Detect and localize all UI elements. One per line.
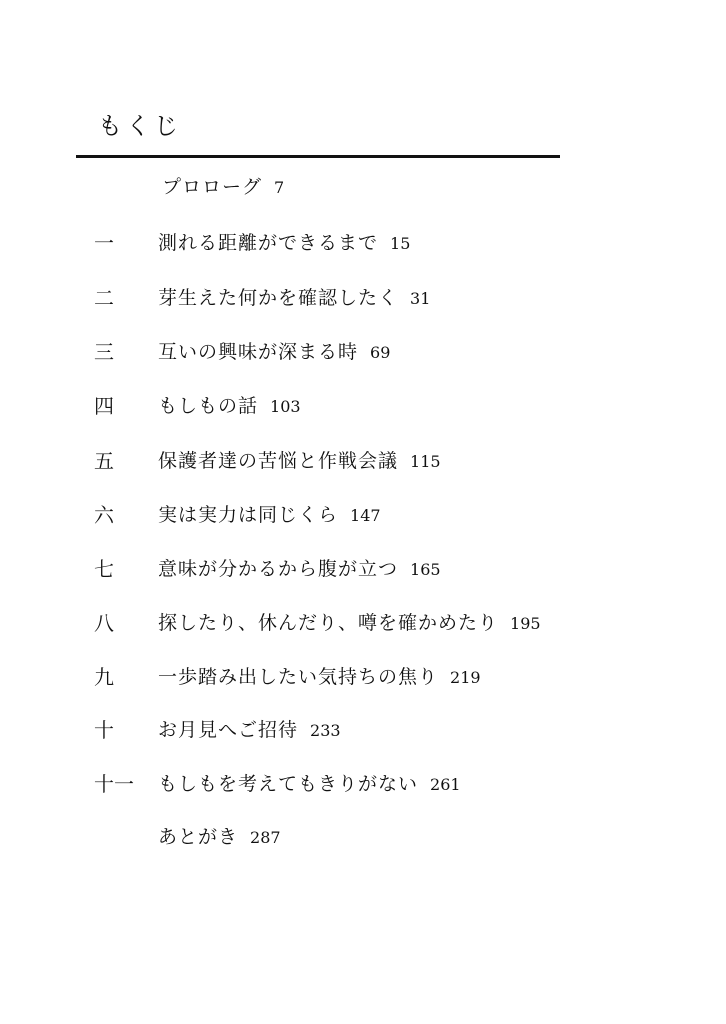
chapter-title-text: お月見へご招待 [158, 719, 299, 741]
chapter-title-text: 互いの興味が深まる時 [158, 341, 359, 363]
chapter-title [158, 446, 441, 477]
toc-entry-chapter-7[interactable] [0, 554, 726, 584]
chapter-number: 三 [94, 340, 114, 364]
page-number: 165 [410, 560, 441, 579]
chapter-title [158, 715, 341, 746]
toc-heading: もくじ [98, 112, 182, 140]
chapter-title-text: あとがき [158, 826, 239, 848]
chapter-number: 六 [94, 503, 114, 527]
chapter-title [162, 172, 284, 203]
toc-entry-chapter-6[interactable] [0, 500, 726, 530]
chapter-title-text: 一歩踏み出したい気持ちの焦り [158, 666, 439, 688]
page-number: 195 [510, 614, 541, 633]
toc-entry-chapter-8[interactable] [0, 608, 726, 638]
page-number: 115 [410, 452, 441, 471]
chapter-title-text: プロローグ [162, 176, 263, 198]
chapter-title [158, 228, 410, 259]
chapter-title [158, 554, 441, 585]
chapter-title [158, 822, 281, 853]
toc-entry-afterword[interactable] [0, 822, 726, 852]
chapter-title-text: もしもを考えてもきりがない [158, 773, 419, 795]
chapter-title [158, 500, 381, 531]
page-number: 219 [450, 668, 481, 687]
chapter-number: 八 [94, 611, 114, 635]
chapter-title-text: 意味が分かるから腹が立つ [158, 558, 399, 580]
chapter-title [158, 608, 541, 639]
chapter-title [158, 391, 301, 422]
chapter-title-text: もしもの話 [158, 395, 259, 417]
page-number: 103 [270, 397, 301, 416]
chapter-title [158, 283, 430, 314]
chapter-title-text: 保護者達の苦悩と作戦会議 [158, 450, 399, 472]
toc-entry-prologue[interactable] [0, 172, 726, 202]
chapter-title [158, 662, 481, 693]
page-number: 7 [274, 178, 285, 197]
toc-entry-chapter-11[interactable] [0, 769, 726, 799]
toc-entry-chapter-3[interactable] [0, 337, 726, 367]
chapter-number: 四 [94, 394, 114, 418]
toc-entry-chapter-4[interactable] [0, 391, 726, 421]
page-number: 15 [390, 234, 411, 253]
chapter-number: 十 [94, 718, 114, 742]
page-number: 233 [310, 721, 341, 740]
page-number: 261 [430, 775, 461, 794]
chapter-number: 七 [94, 557, 114, 581]
chapter-title-text: 芽生えた何かを確認したく [158, 287, 399, 309]
chapter-number: 二 [94, 286, 114, 310]
chapter-number: 五 [94, 449, 114, 473]
chapter-title [158, 769, 461, 800]
toc-entry-chapter-5[interactable] [0, 446, 726, 476]
page-number: 31 [410, 289, 431, 308]
page-number: 69 [370, 343, 391, 362]
toc-entry-chapter-2[interactable] [0, 283, 726, 313]
chapter-title-text: 探したり、休んだり、噂を確かめたり [158, 612, 499, 634]
chapter-number: 十一 [94, 772, 134, 796]
chapter-number: 九 [94, 665, 114, 689]
chapter-number: 一 [94, 231, 114, 255]
page-number: 147 [350, 506, 381, 525]
toc-entry-chapter-9[interactable] [0, 662, 726, 692]
chapter-title-text: 測れる距離ができるまで [158, 232, 379, 254]
toc-entry-chapter-1[interactable] [0, 228, 726, 258]
toc-entry-chapter-10[interactable] [0, 715, 726, 745]
heading-rule [76, 155, 560, 158]
chapter-title-text: 実は実力は同じくら [158, 504, 339, 526]
page-number: 287 [250, 828, 281, 847]
chapter-title [158, 337, 390, 368]
